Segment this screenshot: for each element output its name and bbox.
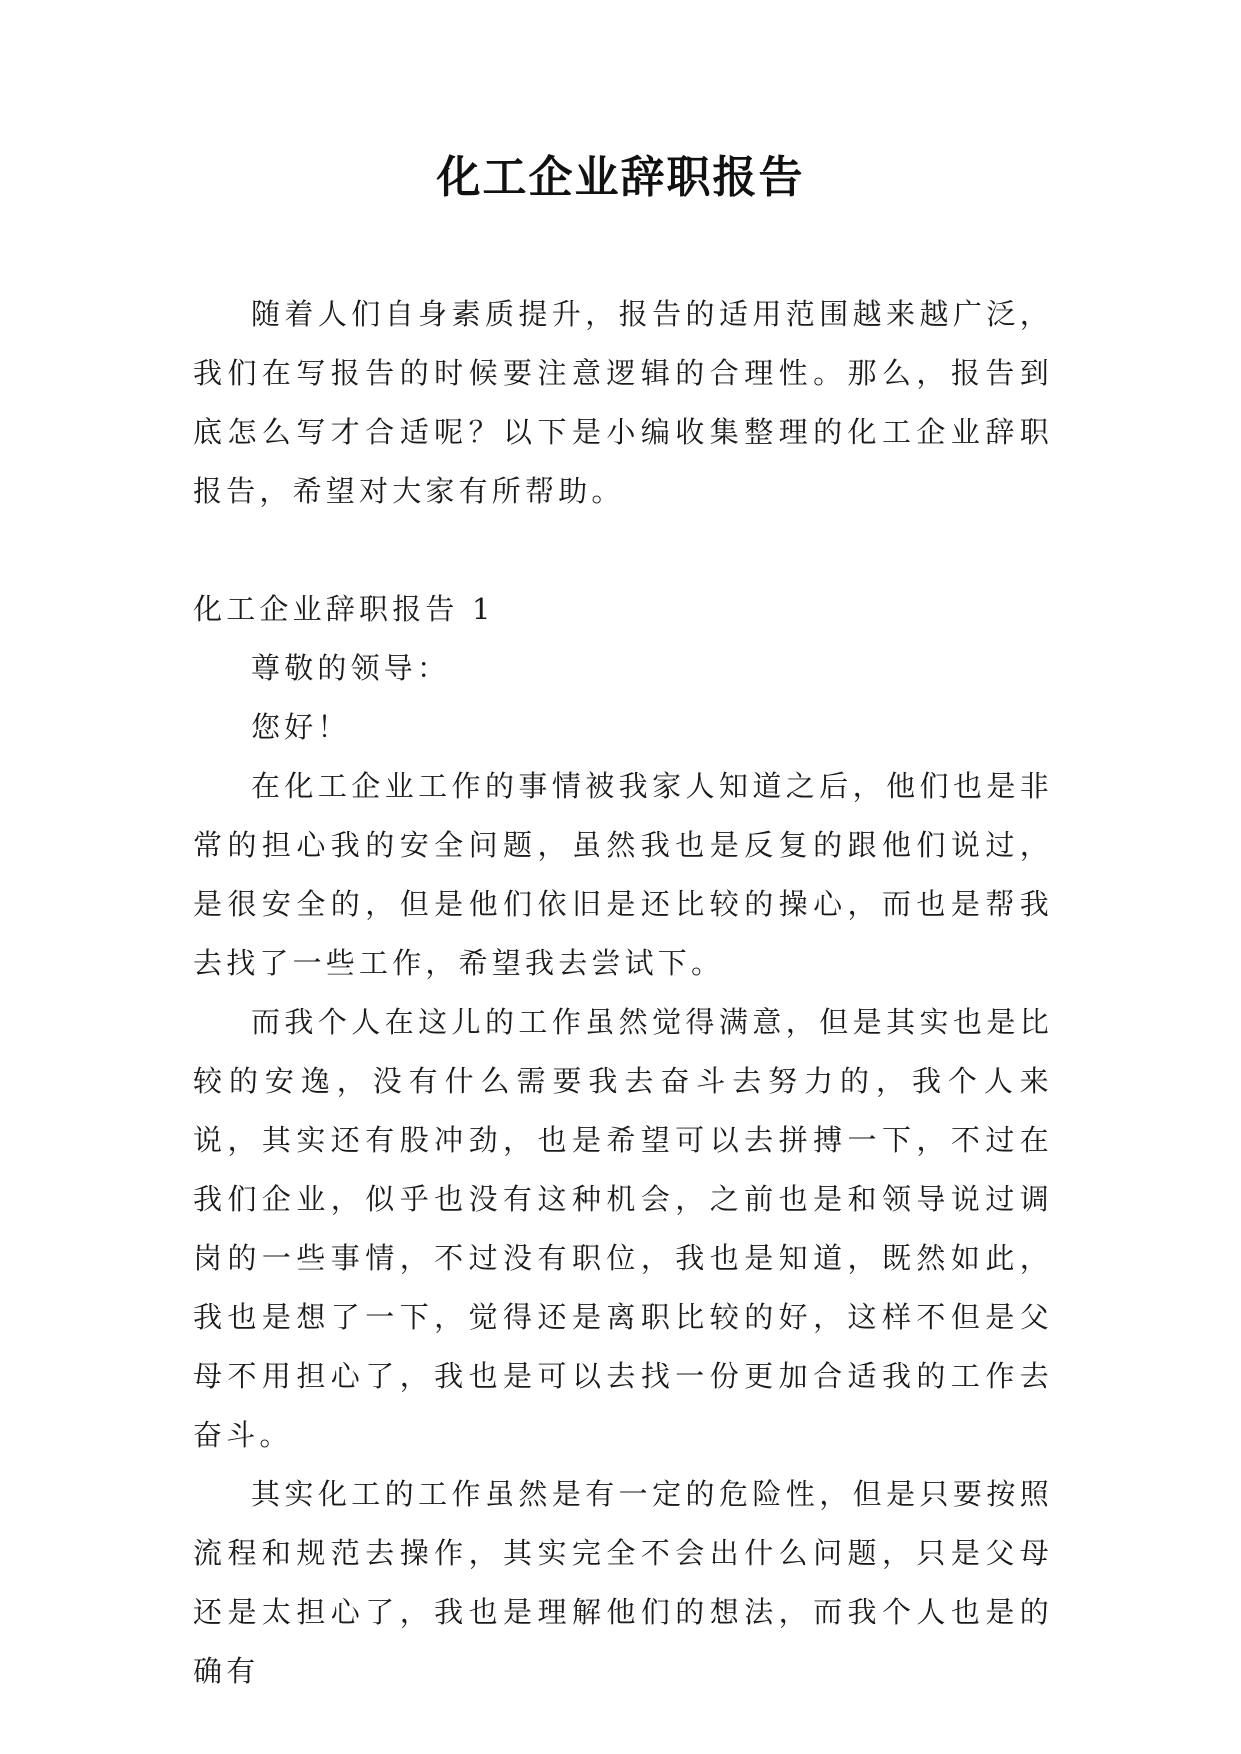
intro-paragraph: 随着人们自身素质提升，报告的适用范围越来越广泛，我们在写报告的时候要注意逻辑的合理性。那么，报告到底怎么写才合适呢？以下是小编收集整理的化工企业辞职报告，希望对大家有所帮助。 [193, 297, 1053, 508]
body-paragraph: 其实化工的工作虽然是有一定的危险性，但是只要按照流程和规范去操作，其实完全不会出什么问题，只是父母还是太担心了，我也是理解他们的想法，而我个人也是的确有 [193, 1477, 1053, 1688]
greeting: 您好！ [251, 710, 351, 744]
section-heading: 化工企业辞职报告 1 [193, 592, 495, 626]
salutation: 尊敬的领导： [251, 651, 451, 685]
body-paragraph: 而我个人在这儿的工作虽然觉得满意，但是其实也是比较的安逸，没有什么需要我去奋斗去努力的，我个人来说，其实还有股冲劲，也是希望可以去拼搏一下，不过在我们企业，似乎也没有这种机会，之前也是和领导说过调岗的一些事情，不过没有职位，我也是知道，既然如此，我也是想了一下，觉得还是离职比较的好，这样不但是父母不用担心了，我也是可以去找一份更加合适我的工作去奋斗。 [193, 1005, 1053, 1452]
body-paragraph: 在化工企业工作的事情被我家人知道之后，他们也是非常的担心我的安全问题，虽然我也是反复的跟他们说过，是很安全的，但是他们依旧是还比较的操心，而也是帮我去找了一些工作，希望我去尝试下。 [193, 769, 1053, 980]
document-title: 化工企业辞职报告 [436, 152, 805, 203]
document-body [193, 285, 1053, 1701]
